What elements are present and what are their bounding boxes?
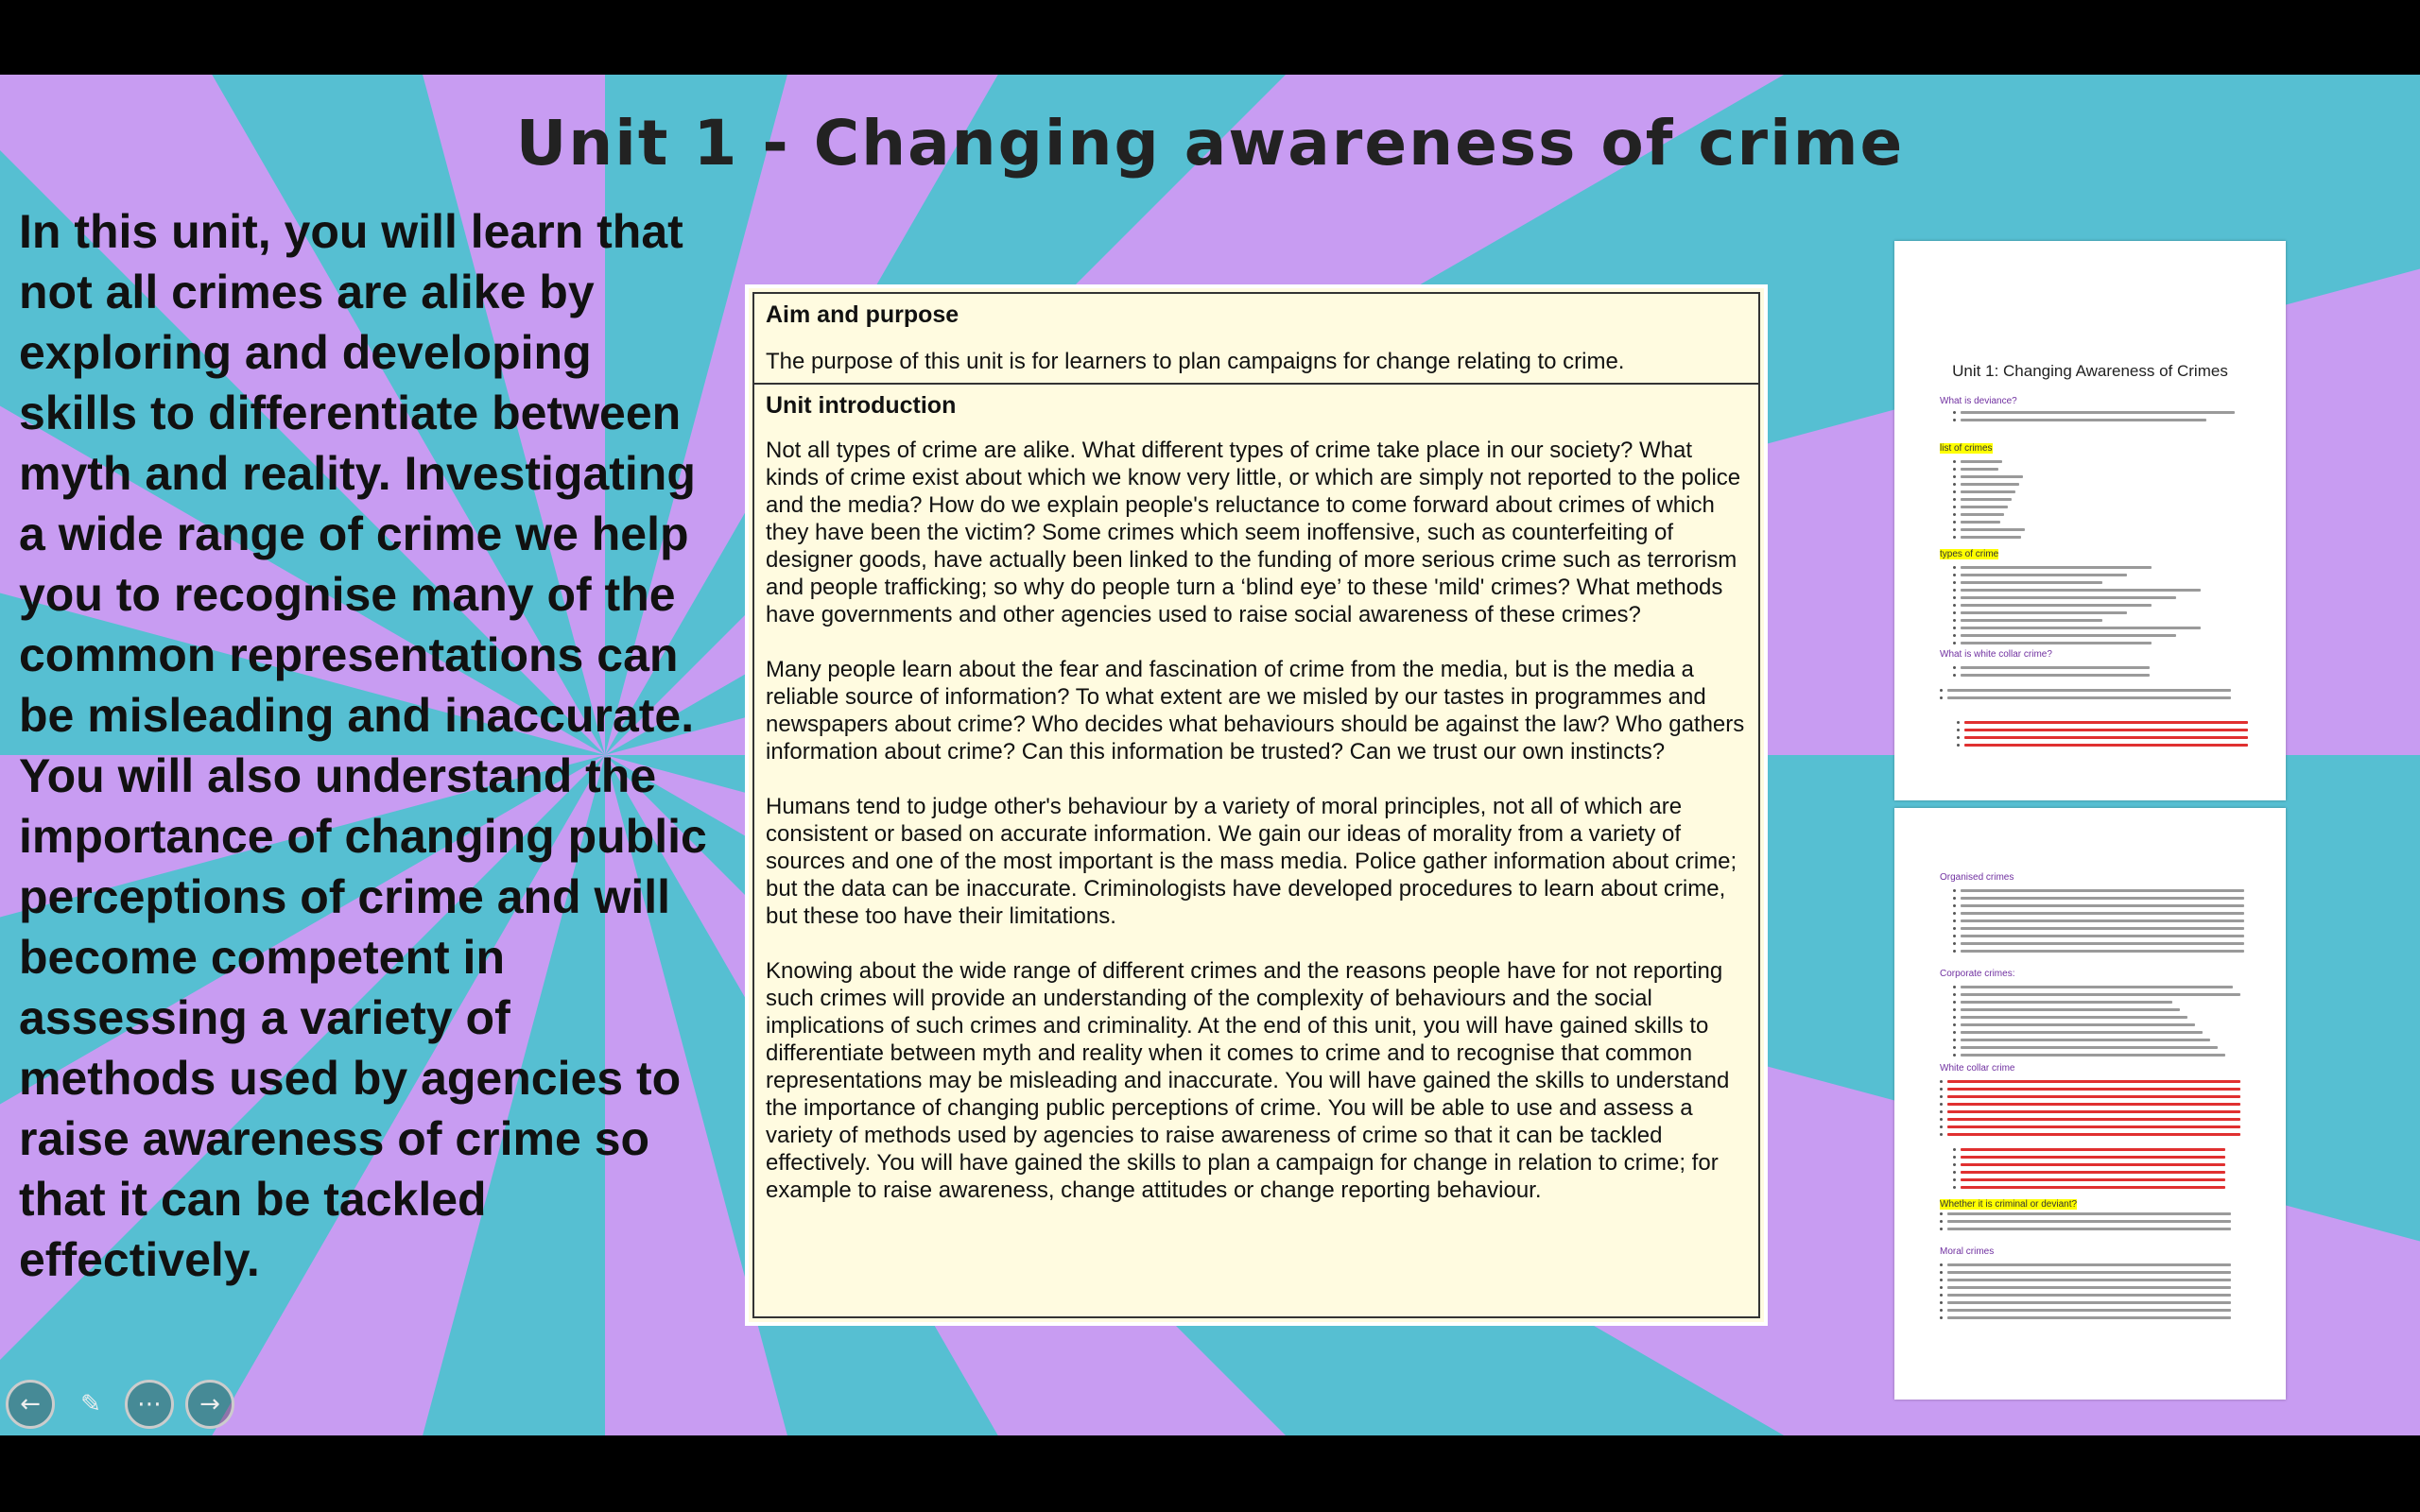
doc-text-line (1961, 1156, 2225, 1159)
doc-bullet (1940, 1125, 1943, 1128)
doc-text-line (1961, 1171, 2225, 1174)
doc-text-line (1961, 468, 1998, 471)
doc-bullet (1953, 1186, 1956, 1189)
doc-bullet (1953, 1016, 1956, 1019)
doc-text-line (1961, 619, 2102, 622)
doc-text-line (1961, 604, 2152, 607)
doc-bullet (1953, 581, 1956, 584)
doc-bullet (1953, 536, 1956, 539)
doc-text-line (1947, 1110, 2240, 1113)
doc-bullet (1940, 689, 1943, 692)
doc-bullet (1953, 1001, 1956, 1004)
doc-bullet (1953, 1039, 1956, 1041)
next-slide-button[interactable] (185, 1380, 234, 1429)
doc-text-line (1961, 897, 2244, 900)
doc-text-line (1961, 1186, 2225, 1189)
doc-bullet (1940, 1080, 1943, 1083)
doc-bullet (1953, 1023, 1956, 1026)
doc-bullet (1953, 912, 1956, 915)
doc-bullet (1953, 950, 1956, 953)
doc-bullet (1953, 411, 1956, 414)
doc-bullet (1940, 1212, 1943, 1215)
doc-bullet (1953, 1008, 1956, 1011)
doc-bullet (1953, 919, 1956, 922)
doc-text-line (1947, 1228, 2231, 1230)
doc-bullet (1953, 483, 1956, 486)
doc-text-line (1961, 536, 2021, 539)
aim-heading: Aim and purpose (766, 301, 959, 328)
doc-text-line (1961, 1163, 2225, 1166)
doc-bullet (1953, 589, 1956, 592)
doc-bullet (1953, 904, 1956, 907)
doc-text-line (1961, 904, 2244, 907)
notes-doc-page-1 (1894, 241, 2286, 800)
doc-text-line (1947, 1271, 2231, 1274)
doc-text-line (1961, 506, 2008, 508)
doc-text-line (1947, 1309, 2231, 1312)
doc-text-line (1947, 689, 2231, 692)
doc-text-line (1961, 574, 2127, 576)
doc-text-line (1961, 666, 2150, 669)
doc-text-line (1961, 419, 2206, 421)
doc-bullet (1957, 721, 1960, 724)
doc-bullet (1953, 1046, 1956, 1049)
doc-text-line (1947, 1212, 2231, 1215)
doc-text-line (1961, 950, 2244, 953)
doc-text-line (1964, 736, 2248, 739)
doc-text-line (1961, 490, 2015, 493)
doc-heading: Corporate crimes: (1940, 969, 2015, 979)
arrow-left-icon: ← (20, 1390, 41, 1418)
doc-text-line (1961, 528, 2025, 531)
doc-bullet (1953, 1054, 1956, 1057)
more-options-button[interactable] (125, 1380, 174, 1429)
doc-bullet (1953, 993, 1956, 996)
doc-text-line (1947, 1286, 2231, 1289)
doc-bullet (1940, 1316, 1943, 1319)
doc-bullet (1940, 1279, 1943, 1281)
doc-text-line (1961, 912, 2244, 915)
arrow-right-icon: → (199, 1390, 220, 1418)
doc-bullet (1940, 1220, 1943, 1223)
spec-panel (745, 284, 1768, 1326)
doc-text-line (1961, 642, 2152, 644)
aim-text: The purpose of this unit is for learners to plan campaigns for change relating to crime. (766, 349, 1625, 374)
doc-heading: What is deviance? (1940, 396, 2017, 406)
doc-bullet (1953, 528, 1956, 531)
doc-text-line (1961, 1039, 2210, 1041)
doc-bullet (1953, 889, 1956, 892)
doc-bullet (1953, 513, 1956, 516)
doc-text-line (1961, 1023, 2195, 1026)
doc-text-line (1947, 696, 2231, 699)
doc-text-line (1961, 986, 2233, 988)
doc-text-line (1961, 919, 2244, 922)
doc-text-line (1961, 566, 2152, 569)
doc-heading: Organised crimes (1940, 872, 2014, 883)
doc-bullet (1953, 634, 1956, 637)
doc-bullet (1940, 1133, 1943, 1136)
doc-bullet (1953, 1031, 1956, 1034)
intro-body-3: Humans tend to judge other's behaviour by a variety of moral principles, not all of which are consistent or based on accurate information. We gain our ideas of morality from a variety of sources and one of the most important is the mass media. Police gather information about crime; but the data can be inaccurate. Criminologists have developed procedures to learn about crime, but these too have their limitations. (766, 794, 1737, 929)
doc-bullet (1953, 897, 1956, 900)
doc-bullet (1940, 1301, 1943, 1304)
doc-bullet (1940, 1263, 1943, 1266)
more-dots-icon: ⋯ (137, 1390, 162, 1418)
doc-text-line (1947, 1279, 2231, 1281)
doc-text-line (1961, 942, 2244, 945)
intro-heading: Unit introduction (766, 392, 957, 419)
doc-bullet (1953, 619, 1956, 622)
doc-bullet (1953, 506, 1956, 508)
doc-bullet (1953, 596, 1956, 599)
doc-text-line (1947, 1103, 2240, 1106)
doc-text-line (1947, 1088, 2240, 1091)
doc-bullet (1957, 729, 1960, 731)
pen-tool-button[interactable] (66, 1380, 115, 1429)
doc-text-line (1961, 993, 2240, 996)
doc-bullet (1953, 1148, 1956, 1151)
doc-text-line (1947, 1095, 2240, 1098)
doc-text-line (1961, 627, 2201, 629)
doc-bullet (1940, 1309, 1943, 1312)
doc-text-line (1961, 889, 2244, 892)
doc-text-line (1947, 1220, 2231, 1223)
previous-slide-button[interactable] (6, 1380, 55, 1429)
doc-heading: list of crimes (1940, 443, 1993, 454)
doc-text-line (1961, 513, 2004, 516)
doc-bullet (1953, 942, 1956, 945)
doc-bullet (1957, 736, 1960, 739)
notes-doc-page-2 (1894, 808, 2286, 1400)
doc-bullet (1953, 521, 1956, 524)
doc-text-line (1961, 1054, 2225, 1057)
doc-text-line (1961, 1001, 2172, 1004)
doc-bullet (1940, 1110, 1943, 1113)
doc-bullet (1940, 1271, 1943, 1274)
doc-text-line (1961, 674, 2150, 677)
doc-text-line (1961, 475, 2023, 478)
doc-text-line (1961, 411, 2235, 414)
doc-bullet (1940, 1286, 1943, 1289)
doc-text-line (1961, 460, 2002, 463)
intro-section (754, 385, 1758, 1237)
notes-doc-title: Unit 1: Changing Awareness of Crimes (1952, 362, 2228, 380)
doc-text-line (1961, 596, 2176, 599)
doc-bullet (1953, 460, 1956, 463)
doc-heading: White collar crime (1940, 1063, 2015, 1074)
doc-bullet (1940, 1103, 1943, 1106)
doc-text-line (1961, 1178, 2225, 1181)
doc-text-line (1961, 611, 2127, 614)
doc-text-line (1961, 483, 2019, 486)
doc-text-line (1947, 1294, 2231, 1297)
doc-bullet (1940, 1095, 1943, 1098)
doc-bullet (1953, 627, 1956, 629)
doc-text-line (1961, 589, 2201, 592)
doc-bullet (1953, 674, 1956, 677)
doc-bullet (1953, 604, 1956, 607)
doc-text-line (1947, 1080, 2240, 1083)
doc-text-line (1961, 1031, 2203, 1034)
intro-body-4: Knowing about the wide range of different crimes and the reasons people have for not reporting such crimes will provide an understanding of the complexity of behaviours and the social implications of such crimes and criminality. At the end of this unit, you will have gained skills to differentiate between myth and reality when it comes to crime and to recognise that common representations may be misleading and inaccurate. You will have gained the skills to understand the importance of changing public perceptions of crime. You will be able to use and assess a variety of methods used by agencies to raise awareness of crime so that it can be tackled effectively. You will have gained the skills to plan a campaign for change in relation to crime; for example to raise awareness, change attitudes or change reporting behaviour. (766, 958, 1730, 1203)
doc-bullet (1940, 1118, 1943, 1121)
doc-bullet (1957, 744, 1960, 747)
doc-bullet (1940, 696, 1943, 699)
doc-bullet (1953, 666, 1956, 669)
doc-text-line (1964, 721, 2248, 724)
doc-text-line (1961, 521, 2000, 524)
doc-bullet (1953, 468, 1956, 471)
doc-text-line (1961, 1046, 2218, 1049)
doc-bullet (1953, 475, 1956, 478)
doc-bullet (1953, 611, 1956, 614)
aim-section (754, 294, 1758, 385)
doc-text-line (1961, 927, 2244, 930)
doc-text-line (1947, 1133, 2240, 1136)
doc-heading: Moral crimes (1940, 1246, 1995, 1257)
doc-text-line (1961, 935, 2244, 937)
doc-text-line (1961, 634, 2176, 637)
doc-heading: What is white collar crime? (1940, 649, 2052, 660)
doc-text-line (1947, 1118, 2240, 1121)
doc-bullet (1953, 419, 1956, 421)
pen-icon: ✎ (80, 1390, 101, 1418)
slide-canvas (0, 75, 2420, 1435)
doc-bullet (1953, 498, 1956, 501)
intro-text (19, 201, 718, 1290)
doc-bullet (1953, 935, 1956, 937)
intro-paragraph-2: You will also understand the importance of changing public perceptions of crime and will become competent in assessing a variety of methods used by agencies to raise awareness of crime so that it can be tackled effectively. (19, 749, 707, 1286)
doc-text-line (1961, 1016, 2187, 1019)
doc-bullet (1953, 642, 1956, 644)
intro-body-2: Many people learn about the fear and fascination of crime from the media, but is the media a reliable source of information? To what extent are we misled by our tastes in programmes and newspapers about crime? Who decides what behaviours should be against the law? Who gathers information about crime? Can this information be trusted? Can we trust our own instincts? (766, 657, 1745, 765)
doc-text-line (1947, 1125, 2240, 1128)
doc-bullet (1940, 1088, 1943, 1091)
doc-text-line (1961, 1148, 2225, 1151)
doc-text-line (1961, 581, 2102, 584)
doc-text-line (1947, 1263, 2231, 1266)
doc-bullet (1953, 566, 1956, 569)
doc-text-line (1961, 1008, 2180, 1011)
doc-bullet (1953, 1163, 1956, 1166)
doc-bullet (1953, 490, 1956, 493)
intro-body-1: Not all types of crime are alike. What different types of crime take place in our society? What kinds of crime exist about which we know very little, or which are simply not reported to the police and the media? How do we explain people's reluctance to come forward about crimes of which they have been the victim? Some crimes which seem inoffensive, such as counterfeiting of designer goods, have actually been linked to the funding of more serious crime such as terrorism and people trafficking; so why do people turn a ‘blind eye’ to these 'mild' crimes? What methods have governments and other agencies used to raise social awareness of these crimes? (766, 438, 1741, 627)
doc-bullet (1953, 986, 1956, 988)
doc-text-line (1964, 744, 2248, 747)
doc-heading: Whether it is criminal or deviant? (1940, 1199, 2078, 1210)
doc-bullet (1953, 1171, 1956, 1174)
doc-bullet (1953, 574, 1956, 576)
slide-title: Unit 1 - Changing awareness of crime (515, 107, 1905, 180)
doc-bullet (1953, 1178, 1956, 1181)
doc-text-line (1947, 1316, 2231, 1319)
doc-text-line (1947, 1301, 2231, 1304)
doc-text-line (1961, 498, 2012, 501)
doc-bullet (1940, 1228, 1943, 1230)
doc-heading: types of crime (1940, 549, 1999, 559)
doc-text-line (1964, 729, 2248, 731)
intro-paragraph-1: In this unit, you will learn that not all crimes are alike by exploring and developing skills to differentiate between myth and reality. Investigating a wide range of crime we help you to recognise many of the common representations can be misleading and inaccurate. (19, 205, 696, 742)
doc-bullet (1940, 1294, 1943, 1297)
doc-bullet (1953, 1156, 1956, 1159)
doc-bullet (1953, 927, 1956, 930)
